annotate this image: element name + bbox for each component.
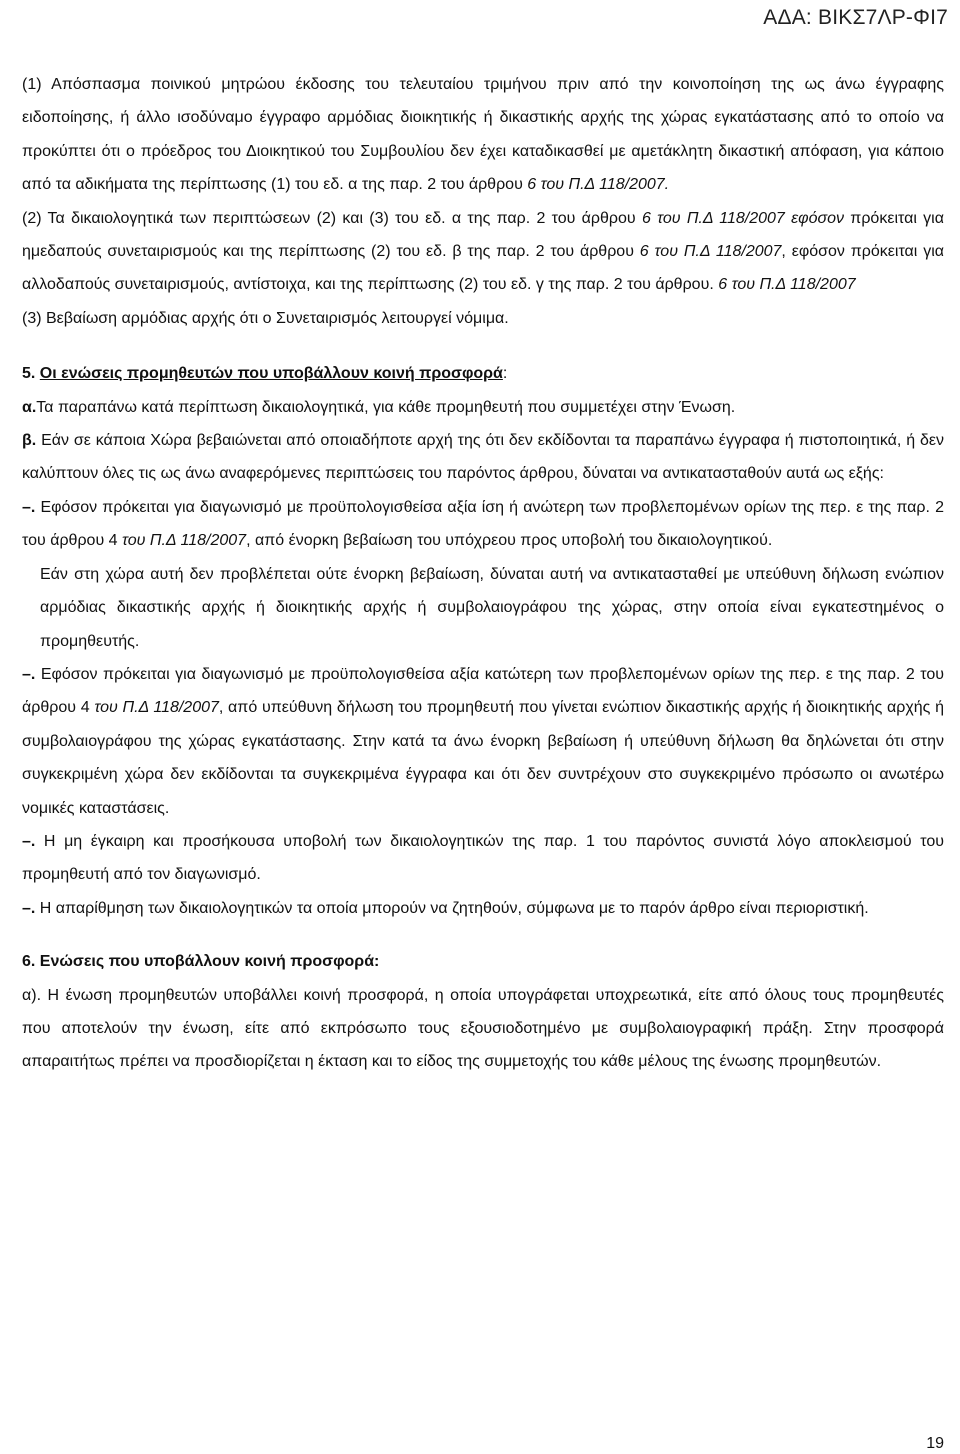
clause-text: Εάν σε κάποια Χώρα βεβαιώνεται από οποιαδήποτε αρχή της ότι δεν εκδίδονται τα παραπάνω έγγραφα ή πιστοποιητικά, ή δεν καλύπτουν όλες τις ως άνω αναφερόμενες περιπτώσεις του παρόντος άρθρου, δύναται να αντικατασταθούν αυτά ως εξής: [22,432,944,483]
supporting-docs-text-b: πρόκειται για ημεδαπούς συνεταιρισμούς και της περίπτωσης (2) του εδ. β της παρ. 2 του άρθρου [22,209,944,261]
paragraph-criminal-record [22,68,944,202]
section-5-heading [22,357,944,390]
dash-text-a: Εφόσον πρόκειται για διαγωνισμό με προϋπολογισθείσα αξία ίση ή ανώτερη των προβλεπομένων ορίων της περ. ε της παρ. 2 του άρθρου 4 [22,498,944,550]
dash-text: Η απαρίθμηση των δικαιολογητικών τα οποία μπορούν να ζητηθούν, σύμφωνα με το παρόν άρθρο είναι περιοριστική. [35,899,869,917]
document-body [22,68,944,1079]
clause-a [22,391,944,424]
dash-item-3 [22,825,944,892]
law-reference: του Π.Δ 118/2007 [121,532,247,550]
dash-item-1 [22,491,944,558]
section-colon: : [502,365,508,383]
dash-label: –. [22,899,36,917]
dash-label: –. [22,498,36,516]
dash-text-a: Εφόσον πρόκειται για διαγωνισμό με προϋπολογισθείσα αξία κατώτερη των προβλεπομένων ορίων της περ. ε της παρ. 2 του άρθρου 4 [22,665,944,717]
section-number: 5. [22,365,40,383]
clause-label: α. [22,398,37,416]
supporting-docs-text-a: (2) Τα δικαιολογητικά των περιπτώσεων (2) και (3) του εδ. α της παρ. 2 του άρθρου [22,209,642,227]
dash-label: –. [22,665,36,683]
clause-b [22,424,944,491]
page-number: 19 [926,1435,944,1452]
law-reference: 6 του Π.Δ 118/2007 εφόσον [641,209,845,227]
dash-text-b: , από υπεύθυνη δήλωση του προμηθευτή που γίνεται ενώπιον δικαστικής αρχής ή διοικητικής αρχής ή συμβολαιογράφου της χώρας εγκατάστασης. Στην κατά τα άνω ένορκη βεβαίωση ή υπεύθυνη δήλωση θα δηλώνεται ότι στην συγκεκριμένη χώρα δεν εκδίδονται τα συγκεκριμένα έγγραφα και ότι δεν συντρέχουν στο συγκεκριμένο πρόσωπο οι ανωτέρω νομικές καταστάσεις. [22,699,944,817]
dash-text-b: , από ένορκη βεβαίωση του υπόχρεου προς υποβολή του δικαιολογητικού. [246,532,773,550]
dash-item-2 [22,658,944,825]
law-reference: 6 του Π.Δ 118/2007. [527,176,670,194]
law-reference: 6 του Π.Δ 118/2007 [639,243,782,261]
law-reference: 6 του Π.Δ 118/2007 [718,276,856,294]
section-title: Οι ενώσεις προμηθευτών που υποβάλλουν κοινή προσφορά [39,365,503,383]
paragraph-legal-operation: (3) Βεβαίωση αρμόδιας αρχής ότι ο Συνεταιρισμός λειτουργεί νόμιμα. [22,309,509,327]
criminal-record-text: (1) Απόσπασμα ποινικού μητρώου έκδοσης του τελευταίου τριμήνου πριν από την κοινοποίηση της ως άνω έγγραφης ειδοποίησης, ή άλλο ισοδύναμο έγγραφο αρμόδιας διοικητικής ή δικαστικής αρχής της χώρας εγκατάστασης από το οποίο να προκύπτει ότι ο πρόεδρος του Διοικητικού του Συμβουλίου δεν έχει καταδικασθεί με αμετάκλητη δικαστική απόφαση, για κάποιο από τα αδικήματα της περίπτωσης (1) του εδ. α της παρ. 2 του άρθρου [22,76,944,194]
dash-item-1-continued: Εάν στη χώρα αυτή δεν προβλέπεται ούτε ένορκη βεβαίωση, δύναται αυτή να αντικατασταθεί με υπεύθυνη δήλωση ενώπιον αρμόδιας δικαστικής αρχής ή διοικητικής αρχής ή συμβολαιογράφου της χώρας, στην οποία είναι εγκατεστημένος ο προμηθευτής. [40,565,944,650]
clause-text: Τα παραπάνω κατά περίπτωση δικαιολογητικά, για κάθε προμηθευτή που συμμετέχει στην Ένωση. [36,398,736,416]
supporting-docs-text-c: , εφόσον πρόκειται για αλλοδαπούς συνεταιρισμούς, αντίστοιχα, και της περίπτωσης (2) του εδ. γ της παρ. 2 του άρθρου. [22,243,944,294]
dash-text: Η μη έγκαιρη και προσήκουσα υποβολή των δικαιολογητικών της παρ. 1 του παρόντος συνιστά λόγο αποκλεισμού του προμηθευτή από τον διαγωνισμό. [22,832,944,884]
dash-label: –. [22,832,36,850]
clause-label: β. [22,432,37,450]
section-6-heading: 6. Ενώσεις που υποβάλλουν κοινή προσφορά: [22,953,380,971]
ada-header: ΑΔΑ: ΒΙΚΣ7ΛΡ-ΦΙ7 [763,6,948,29]
law-reference: του Π.Δ 118/2007 [94,699,219,717]
paragraph-supporting-docs [22,202,944,302]
dash-item-4 [22,892,944,925]
section-6-text: α). Η ένωση προμηθευτών υποβάλλει κοινή προσφορά, η οποία υπογράφεται υποχρεωτικά, είτε από όλους τους προμηθευτές που αποτελούν την ένωση, είτε από εκπρόσωπο τους εξουσιοδοτημένο με συμβολαιογραφική πράξη. Στην προσφορά απαραιτήτως πρέπει να προσδιορίζεται η έκταση και το είδος της συμμετοχής του κάθε μέλους της ένωσης προμηθευτών. [22,986,944,1071]
